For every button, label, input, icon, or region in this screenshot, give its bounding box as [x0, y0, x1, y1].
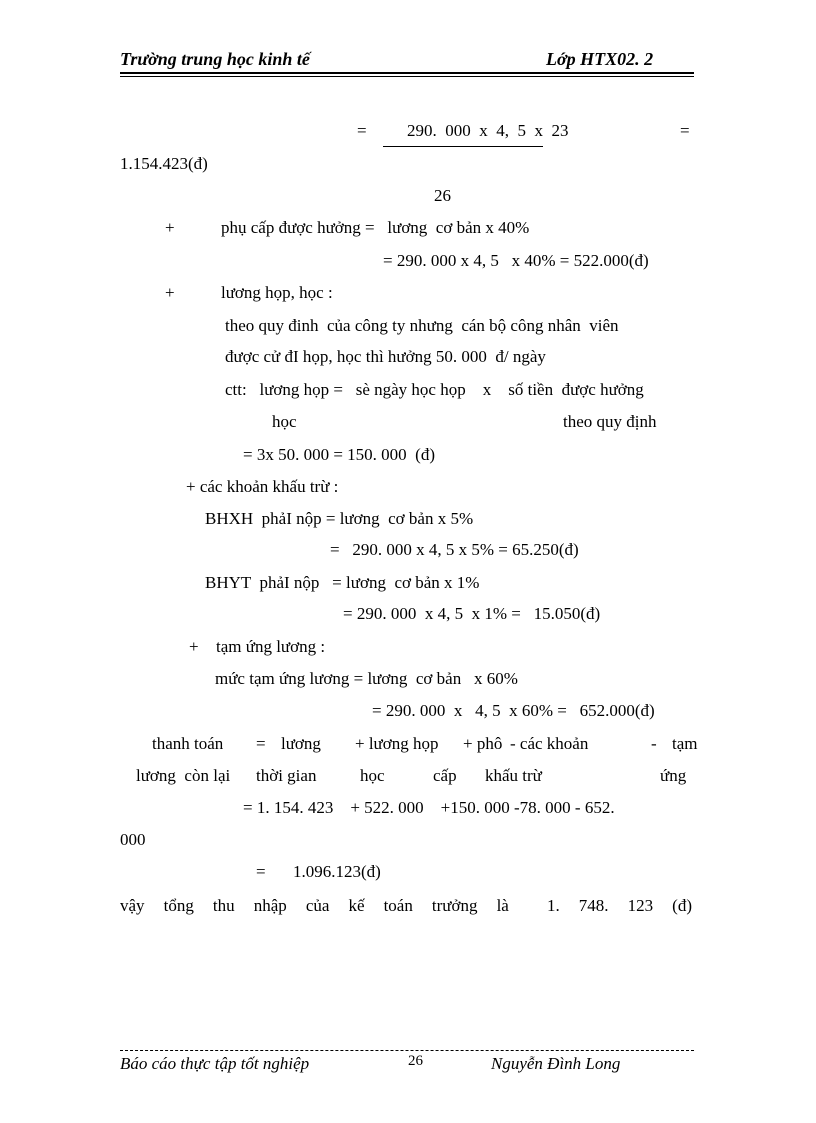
- footer-rule: [120, 1050, 694, 1051]
- paragraph: = 290. 000 x 4, 5 x 1% = 15.050(đ): [343, 604, 601, 623]
- formula-term: học: [360, 766, 385, 785]
- fraction-bar: [383, 146, 543, 147]
- formula-term: thời gian: [256, 766, 317, 785]
- header-rule-thin: [120, 76, 694, 77]
- footer-author: Nguyễn Đình Long: [491, 1054, 621, 1073]
- formula-term: =: [256, 734, 266, 753]
- word: 123: [627, 896, 654, 915]
- paragraph: = 290. 000 x 4, 5 x 60% = 652.000(đ): [372, 701, 655, 720]
- equals: =: [680, 121, 690, 140]
- paragraph: theo quy đinh của công ty nhưng cán bộ công nhân viên: [225, 316, 619, 335]
- formula-term: - các khoản: [510, 734, 589, 753]
- formula-term: + phô: [463, 734, 503, 753]
- page-number: 26: [408, 1053, 423, 1069]
- word: thu: [212, 896, 235, 915]
- word: 1.: [546, 896, 560, 915]
- paragraph: 1.096.123(đ): [293, 862, 381, 881]
- paragraph: = 1. 154. 423 + 522. 000 +150. 000 -78. 000 - 652.: [243, 798, 615, 817]
- formula-term: -: [651, 734, 657, 753]
- paragraph: phụ cấp được hưởng = lương cơ bản x 40%: [221, 218, 530, 237]
- paragraph: ctt: lương họp = sè ngày học họp x số tiền được hưởng: [225, 380, 644, 399]
- paragraph: tạm ứng lương :: [216, 637, 326, 656]
- fraction-denominator: 26: [434, 186, 451, 205]
- formula-term: + lương họp: [355, 734, 439, 753]
- word: của: [305, 896, 330, 915]
- word: vậy: [120, 896, 145, 915]
- word: kế: [348, 896, 365, 915]
- fraction-numerator: 290. 000 x 4, 5 x 23: [407, 121, 569, 140]
- paragraph: theo quy định: [563, 412, 657, 431]
- result-text: 1.154.423(đ): [120, 154, 208, 173]
- paragraph: học: [272, 412, 297, 431]
- header-school: Trường trung học kinh tế: [120, 49, 310, 69]
- formula-term: cấp: [433, 766, 457, 785]
- paragraph: BHXH phảI nộp = lương cơ bản x 5%: [205, 509, 474, 528]
- formula-term: khấu trừ: [485, 766, 542, 785]
- paragraph: 000: [120, 830, 146, 849]
- word: tổng: [163, 896, 194, 915]
- header-rule: [120, 72, 694, 74]
- paragraph: + các khoản khấu trừ :: [186, 477, 339, 496]
- formula-term: tạm: [672, 734, 698, 753]
- bullet-plus: +: [189, 637, 199, 656]
- word: nhập: [253, 896, 287, 915]
- header-class: Lớp HTX02. 2: [546, 49, 654, 69]
- equals: =: [256, 862, 266, 881]
- paragraph: BHYT phảI nộp = lương cơ bản x 1%: [205, 573, 480, 592]
- word: (đ): [672, 896, 692, 915]
- word: 748.: [578, 896, 609, 915]
- word: trưởng: [431, 896, 478, 915]
- conclusion-line: [120, 896, 692, 916]
- equals: =: [357, 121, 367, 140]
- formula-term: ứng: [660, 766, 687, 785]
- paragraph: được cử đI họp, học thì hưởng 50. 000 đ/ ngày: [225, 347, 546, 366]
- paragraph: = 290. 000 x 4, 5 x 40% = 522.000(đ): [383, 251, 649, 270]
- paragraph: lương họp, học :: [221, 283, 333, 302]
- paragraph: = 3x 50. 000 = 150. 000 (đ): [243, 445, 435, 464]
- bullet-plus: +: [165, 283, 175, 302]
- formula-term: lương: [281, 734, 321, 753]
- paragraph: mức tạm ứng lương = lương cơ bản x 60%: [215, 669, 518, 688]
- paragraph: = 290. 000 x 4, 5 x 5% = 65.250(đ): [330, 540, 579, 559]
- bullet-plus: +: [165, 218, 175, 237]
- formula-term: lương còn lại: [136, 766, 231, 785]
- footer-report-title: Báo cáo thực tập tốt nghiệp: [120, 1054, 310, 1073]
- word: là: [496, 896, 509, 915]
- word: toán: [383, 896, 413, 915]
- formula-term: thanh toán: [152, 734, 224, 753]
